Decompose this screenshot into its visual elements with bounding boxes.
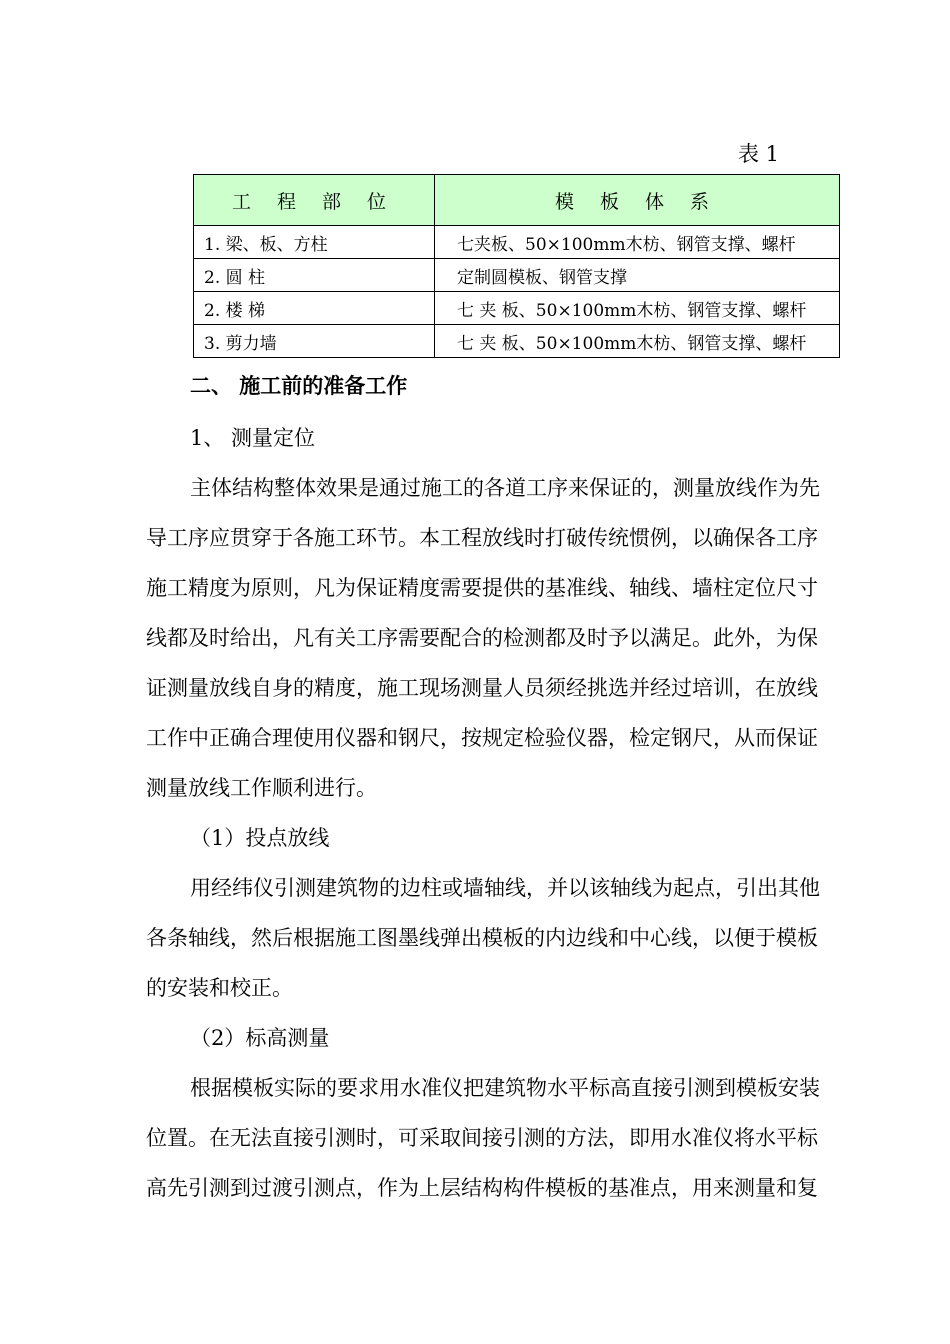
subsection-title: 1、 测量定位 [190,426,316,450]
paragraph-line: 用经纬仪引测建筑物的边柱或墙轴线，并以该轴线为起点，引出其他 [190,876,820,900]
table-cell: 七 夹 板、50×100mm木枋、钢管支撑、螺杆 [435,325,840,358]
paragraph-line: 各条轴线，然后根据施工图墨线弹出模板的内边线和中心线，以便于模板 [146,926,818,950]
item-title: （2）标高测量 [190,1026,330,1050]
table-row [194,325,840,358]
item-title: （1）投点放线 [190,826,330,850]
table-row [194,226,840,259]
paragraph-line: 导工序应贯穿于各施工环节。本工程放线时打破传统惯例，以确保各工序 [146,526,818,550]
table-cell: 2. 楼 梯 [194,292,435,325]
table-cell: 1. 梁、板、方柱 [194,226,435,259]
formwork-table [193,174,840,358]
header-location: 工 程 部 位 [194,175,435,226]
table-cell: 3. 剪力墙 [194,325,435,358]
paragraph-line: 位置。在无法直接引测时，可采取间接引测的方法，即用水准仪将水平标 [146,1126,818,1150]
table-row [194,292,840,325]
paragraph-line: 的安装和校正。 [146,976,293,1000]
paragraph-line: 主体结构整体效果是通过施工的各道工序来保证的，测量放线作为先 [190,476,820,500]
table-row [194,259,840,292]
table-cell: 七 夹 板、50×100mm木枋、钢管支撑、螺杆 [435,292,840,325]
section-heading: 二、 施工前的准备工作 [190,373,408,398]
paragraph-line: 线都及时给出，凡有关工序需要配合的检测都及时予以满足。此外，为保 [146,626,818,650]
table-cell: 七夹板、50×100mm木枋、钢管支撑、螺杆 [435,226,840,259]
table-caption: 表 1 [738,142,780,166]
paragraph-line: 工作中正确合理使用仪器和钢尺，按规定检验仪器，检定钢尺，从而保证 [146,726,818,750]
table-cell: 2. 圆 柱 [194,259,435,292]
paragraph-line: 证测量放线自身的精度，施工现场测量人员须经挑选并经过培训，在放线 [146,676,818,700]
table-cell: 定制圆模板、钢管支撑 [435,259,840,292]
paragraph-line: 高先引测到过渡引测点，作为上层结构构件模板的基准点，用来测量和复 [146,1176,818,1200]
paragraph-line: 根据模板实际的要求用水准仪把建筑物水平标高直接引测到模板安装 [190,1076,820,1100]
paragraph-line: 施工精度为原则，凡为保证精度需要提供的基准线、轴线、墙柱定位尺寸 [146,576,818,600]
header-system: 模 板 体 系 [435,175,840,226]
table-header-row [194,175,840,226]
paragraph-line: 测量放线工作顺利进行。 [146,776,377,800]
